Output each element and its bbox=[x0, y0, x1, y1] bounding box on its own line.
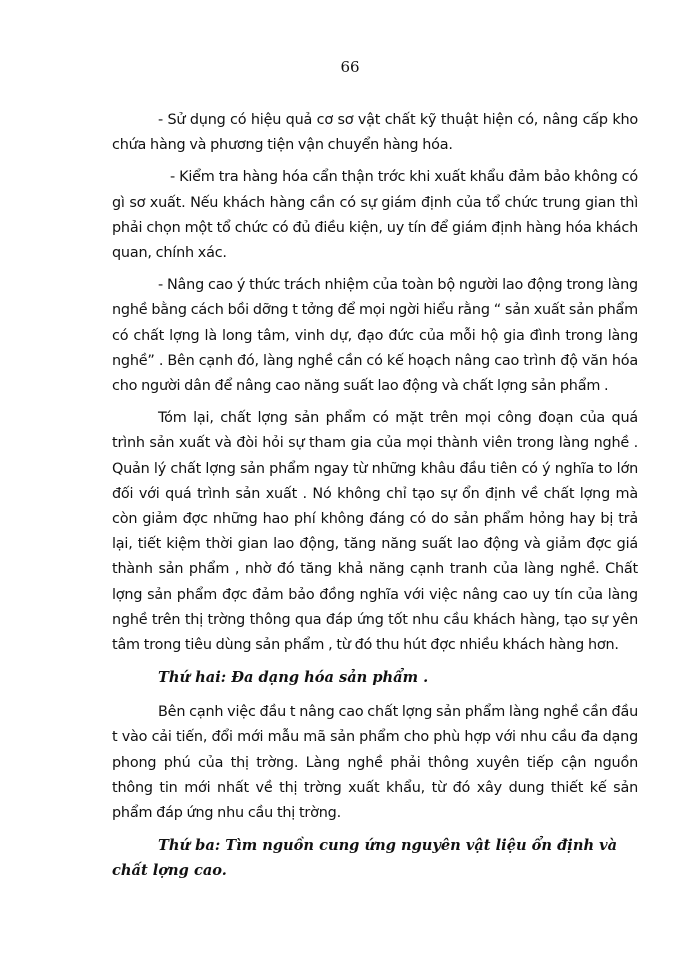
heading-second bbox=[112, 665, 638, 690]
paragraph-inspection: - Kiểm tra hàng hóa cẩn thận trớc khi xuất khẩu đảm bảo không có gì sơ xuất. Nếu khách hàng cần có sự giám định của tổ chức trung gian thì phải chọn một tổ chức có đủ điều kiện, uy tín để giám định hàng hóa khách quan, chính xác. bbox=[112, 169, 638, 262]
heading-second-text: Đa dạng hóa sản phẩm . bbox=[226, 669, 429, 687]
document-body bbox=[112, 108, 638, 893]
heading-third-text: Tìm nguồn cung ứng nguyên vật liệu ổn định và chất lợng cao. bbox=[112, 837, 618, 880]
heading-second-lead: Thứ hai: bbox=[158, 669, 227, 687]
paragraph-diversify: Bên cạnh việc đầu t nâng cao chất lợng sản phẩm làng nghề cần đầu t vào cải tiến, đổi mới mẫu mã sản phẩm cho phù hợp với nhu cầu đa dạng phong phú của thị trờng. Làng nghề phải thông xuyên tiếp cận nguồn thông tin mới nhất về thị trờng xuất khẩu, từ đó xây dung thiết kế sản phẩm đáp ứng nhu cầu thị trờng. bbox=[112, 704, 638, 822]
page-number: 66 bbox=[340, 58, 360, 76]
heading-third bbox=[112, 833, 638, 883]
paragraph-responsibility: - Nâng cao ý thức trách nhiệm của toàn bộ người lao động trong làng nghề bằng cách bồi dỡng t tởng để mọi ngời hiểu rằng “ sản xuất sản phẩm có chất lợng là long tâm, vinh dự, đạo đức của mỗi hộ gia đình trong làng nghề” . Bên cạnh đó, làng nghề cần có kế hoạch nâng cao trình độ văn hóa cho người dân để nâng cao năng suất lao động và chất lợng sản phẩm . bbox=[112, 277, 638, 395]
heading-third-lead: Thứ ba: bbox=[158, 837, 221, 855]
paragraph-summary: Tóm lại, chất lợng sản phẩm có mặt trên mọi công đoạn của quá trình sản xuất và đòi hỏi sự tham gia của mọi thành viên trong làng nghề . Quản lý chất lợng sản phẩm ngay từ những khâu đầu tiên có ý nghĩa to lớn đối với quá trình sản xuất . Nó không chỉ tạo sự ổn định về chất lợng mà còn giảm đợc những hao phí không đáng có do sản phẩm hỏng hay bị trả lại, tiết kiệm thời gian lao động, tăng năng suất lao động và giảm đợc giá thành sản phẩm , nhờ đó tăng khả năng cạnh tranh của làng nghề. Chất lợng sản phẩm đợc đảm bảo đồng nghĩa với việc nâng cao uy tín của làng nghề trên thị trờng thông qua đáp ứng tốt nhu cầu khách hàng, tạo sự yên tâm trong tiêu dùng sản phẩm , từ đó thu hút đợc nhiều khách hàng hơn. bbox=[112, 410, 638, 654]
paragraph-facilities: - Sử dụng có hiệu quả cơ sơ vật chất kỹ thuật hiện có, nâng cấp kho chứa hàng và phương tiện vận chuyển hàng hóa. bbox=[112, 112, 638, 154]
